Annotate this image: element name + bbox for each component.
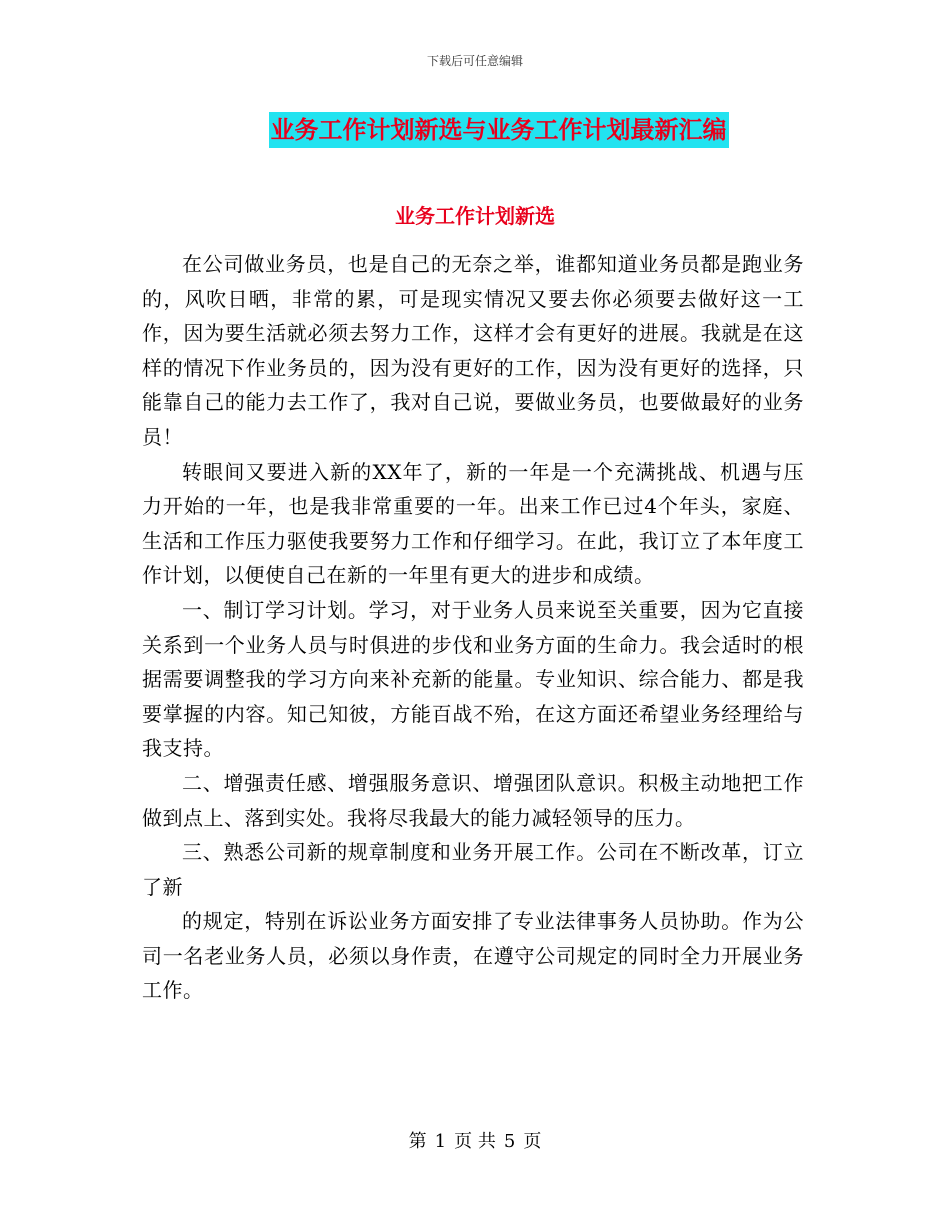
page-footer: [0, 1127, 950, 1153]
paragraph: 三、熟悉公司新的规章制度和业务开展工作。公司在不断改革，订立了新: [142, 840, 804, 899]
footer-page-number: 1: [434, 1131, 447, 1152]
section-title: 业务工作计划新选: [395, 204, 555, 228]
footer-prefix: 第: [408, 1131, 427, 1152]
footer-mid: 页 共: [454, 1131, 496, 1152]
paragraph: 转眼间又要进入新的XX年了，新的一年是一个充满挑战、机遇与压力开始的一年，也是我非常重要的一年。出来工作已过4个年头，家庭、生活和工作压力驱使我要努力工作和仔细学习。在此，我订立了本年度工作计划，以便使自己在新的一年里有更大的进步和成绩。: [142, 459, 804, 588]
footer-total-pages: 5: [503, 1131, 516, 1152]
footer-suffix: 页: [523, 1131, 542, 1152]
paragraph: 二、增强责任感、增强服务意识、增强团队意识。积极主动地把工作做到点上、落到实处。我将尽我最大的能力减轻领导的压力。: [142, 770, 804, 830]
paragraph: 一、制订学习计划。学习，对于业务人员来说至关重要，因为它直接关系到一个业务人员与时俱进的步伐和业务方面的生命力。我会适时的根据需要调整我的学习方向来补充新的能量。专业知识、综合能力、都是我要掌握的内容。知己知彼，方能百战不殆，在这方面还希望业务经理给与我支持。: [142, 597, 804, 761]
header-note: 下载后可任意编辑: [426, 54, 523, 68]
document-title-wrapper: [0, 112, 950, 148]
paragraph: 在公司做业务员，也是自己的无奈之举，谁都知道业务员都是跑业务的，风吹日晒，非常的累，可是现实情况又要去你必须要去做好这一工作，因为要生活就必须去努力工作，这样才会有更好的进展。我就是在这样的情况下作业务员的，因为没有更好的工作，因为没有更好的选择，只能靠自己的能力去工作了，我对自己说，要做业务员，也要做最好的业务员！: [142, 252, 804, 449]
paragraph: 的规定，特别在诉讼业务方面安排了专业法律事务人员协助。作为公司一名老业务人员，必须以身作责，在遵守公司规定的同时全力开展业务工作。: [142, 909, 804, 1003]
document-body: [142, 247, 804, 1008]
document-title: 业务工作计划新选与业务工作计划最新汇编: [269, 112, 729, 148]
